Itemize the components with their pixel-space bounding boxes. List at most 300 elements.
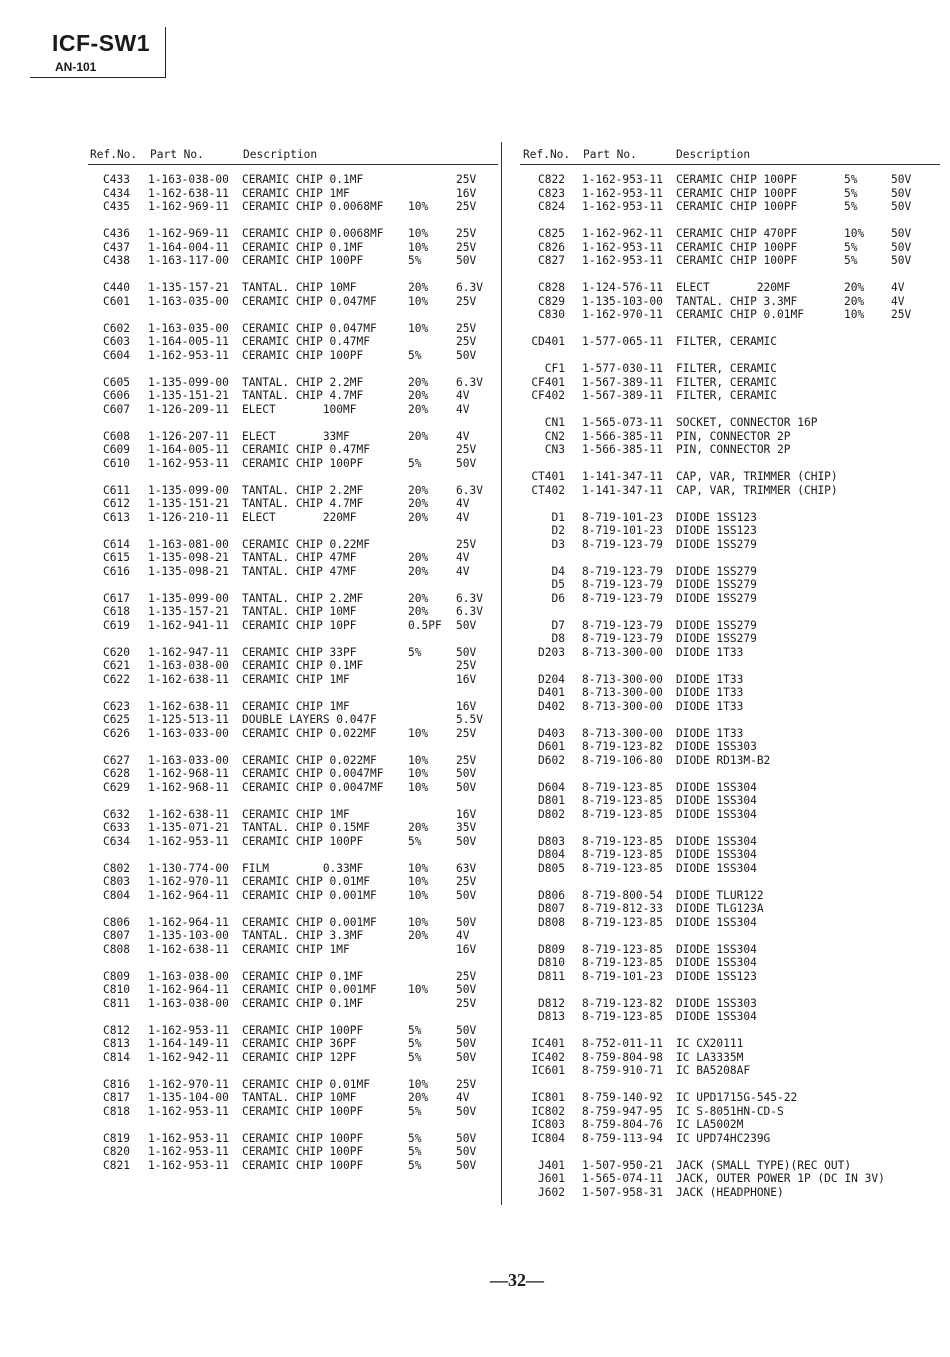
ref-no: D8 bbox=[551, 632, 565, 645]
description: CERAMIC CHIP 33PF bbox=[242, 645, 357, 659]
tolerance: 20% bbox=[408, 821, 429, 834]
description: DIODE RD13M-B2 bbox=[676, 753, 771, 767]
part-no: 1-164-004-11 bbox=[148, 240, 229, 254]
part-no: 1-567-389-11 bbox=[582, 389, 663, 402]
part-no: 1-164-149-11 bbox=[148, 1037, 229, 1050]
ref-no: C804 bbox=[103, 888, 130, 902]
ref-no: D401 bbox=[538, 686, 565, 699]
ref-no: IC801 bbox=[531, 1091, 565, 1104]
part-row bbox=[88, 511, 498, 525]
part-no: 8-719-123-79 bbox=[582, 578, 663, 591]
voltage: 50V bbox=[456, 1104, 477, 1118]
tolerance: 5% bbox=[408, 1104, 422, 1118]
voltage: 25V bbox=[456, 659, 477, 672]
column-divider bbox=[501, 142, 502, 1205]
description: TANTAL. CHIP 2.2MF bbox=[242, 591, 364, 605]
part-no: 1-126-210-11 bbox=[148, 510, 229, 524]
tolerance: 20% bbox=[408, 929, 429, 942]
description: CERAMIC CHIP 100PF bbox=[242, 1145, 364, 1158]
header-underline bbox=[88, 164, 498, 165]
voltage: 63V bbox=[456, 861, 477, 875]
part-no: 8-719-101-23 bbox=[582, 524, 663, 537]
voltage: 25V bbox=[456, 1077, 477, 1091]
part-row bbox=[520, 1118, 940, 1132]
tolerance: 5% bbox=[844, 254, 858, 267]
ref-no: IC401 bbox=[531, 1037, 565, 1050]
part-row bbox=[520, 1091, 940, 1105]
voltage: 4V bbox=[456, 551, 470, 564]
part-no: 1-162-953-11 bbox=[148, 1023, 229, 1037]
part-no: 1-163-035-00 bbox=[148, 294, 229, 308]
voltage: 50V bbox=[456, 645, 477, 659]
tolerance: 10% bbox=[408, 1077, 429, 1091]
part-no: 1-162-964-11 bbox=[148, 983, 229, 996]
description: CERAMIC CHIP 100PF bbox=[242, 1104, 364, 1118]
part-row bbox=[88, 1105, 498, 1119]
description: FILTER, CERAMIC bbox=[676, 375, 778, 389]
ref-no: C810 bbox=[103, 983, 130, 996]
tolerance: 10% bbox=[408, 875, 429, 888]
part-group bbox=[88, 862, 498, 903]
part-row bbox=[88, 619, 498, 633]
ref-no: C434 bbox=[103, 186, 130, 200]
voltage: 25V bbox=[456, 294, 477, 308]
part-row bbox=[520, 524, 940, 538]
part-row bbox=[88, 592, 498, 606]
tolerance: 5% bbox=[408, 834, 422, 848]
part-no: 1-141-347-11 bbox=[582, 483, 663, 497]
voltage: 4V bbox=[456, 1091, 470, 1104]
part-row bbox=[88, 970, 498, 984]
part-row bbox=[520, 848, 940, 862]
part-row bbox=[88, 565, 498, 579]
parts-table-left bbox=[88, 148, 498, 1186]
part-row bbox=[520, 538, 940, 552]
part-row bbox=[88, 1051, 498, 1065]
description: CERAMIC CHIP 0.22MF bbox=[242, 537, 370, 551]
tolerance: 10% bbox=[408, 780, 429, 794]
voltage: 50V bbox=[456, 1037, 477, 1050]
ref-no: C824 bbox=[538, 200, 565, 213]
part-row bbox=[520, 943, 940, 957]
ref-no: C615 bbox=[103, 551, 130, 564]
part-no: 8-719-812-33 bbox=[582, 902, 663, 915]
part-group bbox=[520, 619, 940, 660]
part-group bbox=[88, 808, 498, 849]
part-group bbox=[88, 916, 498, 957]
ref-no: C802 bbox=[103, 861, 130, 875]
part-row bbox=[520, 646, 940, 660]
ref-no: C604 bbox=[103, 348, 130, 362]
part-no: 1-162-964-11 bbox=[148, 888, 229, 902]
ref-no: J401 bbox=[538, 1158, 565, 1172]
tolerance: 20% bbox=[408, 402, 429, 416]
part-no: 1-162-953-11 bbox=[148, 1104, 229, 1118]
part-row bbox=[520, 1064, 940, 1078]
part-row bbox=[88, 389, 498, 403]
part-no: 1-162-970-11 bbox=[582, 308, 663, 321]
ref-no: C809 bbox=[103, 969, 130, 983]
description: DIODE 1T33 bbox=[676, 699, 744, 713]
voltage: 50V bbox=[456, 834, 477, 848]
description: FILTER, CERAMIC bbox=[676, 362, 778, 375]
part-group bbox=[520, 1037, 940, 1078]
description: ELECT 220MF bbox=[676, 281, 791, 294]
ref-no: C816 bbox=[103, 1077, 130, 1091]
ref-no: D204 bbox=[538, 672, 565, 686]
part-row bbox=[88, 227, 498, 241]
part-row bbox=[520, 254, 940, 268]
voltage: 50V bbox=[456, 1158, 477, 1172]
tolerance: 20% bbox=[844, 281, 865, 294]
part-no: 8-713-300-00 bbox=[582, 645, 663, 659]
description: DIODE 1SS304 bbox=[676, 1010, 757, 1023]
part-no: 1-162-638-11 bbox=[148, 942, 229, 956]
part-no: 1-135-099-00 bbox=[148, 375, 229, 389]
voltage: 50V bbox=[891, 173, 912, 186]
part-group bbox=[520, 362, 940, 403]
ref-no: IC601 bbox=[531, 1064, 565, 1077]
part-row bbox=[520, 578, 940, 592]
part-no: 1-162-953-11 bbox=[148, 348, 229, 362]
part-row bbox=[520, 295, 940, 309]
part-row bbox=[88, 403, 498, 417]
part-row bbox=[88, 929, 498, 943]
ref-no: D809 bbox=[538, 942, 565, 956]
ref-no: C613 bbox=[103, 510, 130, 524]
tolerance: 10% bbox=[408, 240, 429, 254]
description: DIODE 1SS123 bbox=[676, 524, 757, 537]
part-group bbox=[520, 173, 940, 214]
part-row bbox=[520, 727, 940, 741]
part-no: 8-719-106-80 bbox=[582, 753, 663, 767]
part-no: 1-135-098-21 bbox=[148, 564, 229, 578]
voltage: 4V bbox=[456, 389, 470, 402]
ref-no: D813 bbox=[538, 1010, 565, 1023]
ref-no: J602 bbox=[538, 1185, 565, 1199]
ref-no: D803 bbox=[538, 834, 565, 848]
part-no: 1-135-099-00 bbox=[148, 483, 229, 497]
description: CERAMIC CHIP 1MF bbox=[242, 699, 350, 713]
voltage: 25V bbox=[456, 200, 477, 213]
description: CERAMIC CHIP 12PF bbox=[242, 1050, 357, 1064]
ref-no: C440 bbox=[103, 281, 130, 294]
part-group bbox=[88, 227, 498, 268]
ref-no: C605 bbox=[103, 375, 130, 389]
part-row bbox=[88, 538, 498, 552]
part-row bbox=[88, 605, 498, 619]
part-row bbox=[88, 646, 498, 660]
voltage: 50V bbox=[456, 348, 477, 362]
voltage: 50V bbox=[456, 780, 477, 794]
voltage: 6.3V bbox=[456, 375, 483, 389]
ref-no: C825 bbox=[538, 227, 565, 240]
tolerance: 20% bbox=[844, 294, 865, 308]
description: TANTAL. CHIP 47MF bbox=[242, 564, 357, 578]
description: DIODE 1SS304 bbox=[676, 848, 757, 861]
part-no: 8-719-123-85 bbox=[582, 861, 663, 875]
part-no: 8-719-123-85 bbox=[582, 780, 663, 794]
part-row bbox=[520, 1105, 940, 1119]
ref-no: C830 bbox=[538, 308, 565, 321]
ref-no: C603 bbox=[103, 335, 130, 348]
tolerance: 10% bbox=[408, 767, 429, 780]
ref-no: D3 bbox=[551, 537, 565, 551]
part-no: 1-130-774-00 bbox=[148, 861, 229, 875]
tolerance: 5% bbox=[408, 254, 422, 267]
description: DIODE TLUR122 bbox=[676, 888, 764, 902]
description: TANTAL. CHIP 3.3MF bbox=[676, 294, 798, 308]
tolerance: 5% bbox=[844, 240, 858, 254]
part-no: 8-719-123-85 bbox=[582, 942, 663, 956]
description: DIODE 1SS123 bbox=[676, 969, 757, 983]
part-row bbox=[88, 254, 498, 268]
description: TANTAL. CHIP 2.2MF bbox=[242, 375, 364, 389]
voltage: 50V bbox=[891, 254, 912, 267]
ref-no: C619 bbox=[103, 618, 130, 632]
tolerance: 5% bbox=[408, 1050, 422, 1064]
part-no: 8-719-123-85 bbox=[582, 794, 663, 807]
part-no: 1-126-209-11 bbox=[148, 402, 229, 416]
voltage: 6.3V bbox=[456, 591, 483, 605]
description: CERAMIC CHIP 0.1MF bbox=[242, 173, 364, 186]
ref-no: C829 bbox=[538, 294, 565, 308]
part-no: 1-164-005-11 bbox=[148, 443, 229, 456]
tolerance: 10% bbox=[408, 321, 429, 335]
part-row bbox=[520, 1132, 940, 1146]
part-group bbox=[88, 538, 498, 579]
tolerance: 5% bbox=[408, 1131, 422, 1145]
ref-no: D7 bbox=[551, 618, 565, 632]
ref-no: C820 bbox=[103, 1145, 130, 1158]
description: DIODE 1SS279 bbox=[676, 591, 757, 605]
part-row bbox=[520, 916, 940, 930]
description: CERAMIC CHIP 470PF bbox=[676, 227, 798, 240]
part-row bbox=[520, 889, 940, 903]
header-underline bbox=[520, 164, 940, 165]
description: DIODE 1SS304 bbox=[676, 807, 757, 821]
ref-no: C607 bbox=[103, 402, 130, 416]
ref-no: C827 bbox=[538, 254, 565, 267]
part-no: 1-162-953-11 bbox=[582, 254, 663, 267]
description: FILTER, CERAMIC bbox=[676, 335, 778, 348]
part-no: 1-163-035-00 bbox=[148, 321, 229, 335]
part-no: 1-163-117-00 bbox=[148, 254, 229, 267]
description: CERAMIC CHIP 100PF bbox=[676, 186, 798, 200]
ref-no: C826 bbox=[538, 240, 565, 254]
part-group bbox=[520, 227, 940, 268]
part-no: 1-163-038-00 bbox=[148, 996, 229, 1010]
part-group bbox=[88, 322, 498, 363]
ref-no: C620 bbox=[103, 645, 130, 659]
ref-no: C625 bbox=[103, 713, 130, 726]
part-no: 1-163-038-00 bbox=[148, 969, 229, 983]
part-row bbox=[520, 565, 940, 579]
description: CERAMIC CHIP 100PF bbox=[242, 834, 364, 848]
description: DIODE 1SS123 bbox=[676, 510, 757, 524]
part-row bbox=[88, 997, 498, 1011]
part-row bbox=[520, 700, 940, 714]
part-row bbox=[520, 632, 940, 646]
part-no: 1-162-941-11 bbox=[148, 618, 229, 632]
part-no: 1-135-151-21 bbox=[148, 497, 229, 510]
ref-no: C823 bbox=[538, 186, 565, 200]
ref-no: CN2 bbox=[544, 429, 565, 443]
part-no: 1-126-207-11 bbox=[148, 429, 229, 443]
column-header bbox=[520, 148, 940, 164]
part-row bbox=[88, 1037, 498, 1051]
ref-no: C623 bbox=[103, 699, 130, 713]
part-no: 1-162-953-11 bbox=[148, 834, 229, 848]
part-no: 8-719-123-79 bbox=[582, 537, 663, 551]
description: DIODE 1T33 bbox=[676, 726, 744, 740]
voltage: 5.5V bbox=[456, 713, 483, 726]
ref-no: J601 bbox=[538, 1172, 565, 1185]
header-rule-vertical bbox=[165, 27, 166, 77]
ref-no: D604 bbox=[538, 780, 565, 794]
ref-no: C612 bbox=[103, 497, 130, 510]
part-row bbox=[88, 430, 498, 444]
voltage: 4V bbox=[891, 281, 905, 294]
part-row bbox=[520, 1010, 940, 1024]
ref-no: CD401 bbox=[531, 335, 565, 348]
part-no: 8-713-300-00 bbox=[582, 672, 663, 686]
tolerance: 5% bbox=[408, 1023, 422, 1037]
ref-no: IC802 bbox=[531, 1104, 565, 1118]
description: CERAMIC CHIP 100PF bbox=[676, 173, 798, 186]
voltage: 50V bbox=[456, 618, 477, 632]
voltage: 50V bbox=[891, 186, 912, 200]
description: TANTAL. CHIP 3.3MF bbox=[242, 929, 364, 942]
ref-no-header: Ref.No. bbox=[523, 148, 571, 161]
part-no: 1-162-942-11 bbox=[148, 1050, 229, 1064]
ref-no: C817 bbox=[103, 1091, 130, 1104]
part-row bbox=[88, 241, 498, 255]
description: IC UPD74HC239G bbox=[676, 1131, 771, 1145]
description: TANTAL. CHIP 0.15MF bbox=[242, 821, 370, 834]
part-row bbox=[88, 1159, 498, 1173]
tolerance: 5% bbox=[408, 348, 422, 362]
tolerance: 20% bbox=[408, 389, 429, 402]
part-row bbox=[88, 835, 498, 849]
part-row bbox=[88, 322, 498, 336]
description: JACK (SMALL TYPE)(REC OUT) bbox=[676, 1158, 852, 1172]
part-group bbox=[88, 700, 498, 741]
ref-no: C602 bbox=[103, 321, 130, 335]
description: CERAMIC CHIP 10PF bbox=[242, 618, 357, 632]
part-row bbox=[520, 592, 940, 606]
part-row bbox=[520, 902, 940, 916]
part-group bbox=[520, 997, 940, 1024]
ref-no: C617 bbox=[103, 591, 130, 605]
description: DIODE 1T33 bbox=[676, 686, 744, 699]
voltage: 50V bbox=[456, 915, 477, 929]
ref-no: CT401 bbox=[531, 470, 565, 483]
tolerance: 10% bbox=[408, 915, 429, 929]
ref-no: C433 bbox=[103, 173, 130, 186]
voltage: 50V bbox=[456, 456, 477, 470]
part-no: 1-162-953-11 bbox=[148, 1145, 229, 1158]
part-no-header: Part No. bbox=[583, 148, 637, 161]
description: TANTAL. CHIP 4.7MF bbox=[242, 497, 364, 510]
voltage: 16V bbox=[456, 672, 477, 686]
description: CERAMIC CHIP 0.01MF bbox=[676, 308, 804, 321]
part-no: 1-566-385-11 bbox=[582, 443, 663, 456]
description: CERAMIC CHIP 100PF bbox=[242, 1158, 364, 1172]
part-group bbox=[520, 565, 940, 606]
tolerance: 5% bbox=[844, 200, 858, 213]
part-row bbox=[88, 173, 498, 187]
voltage: 50V bbox=[891, 240, 912, 254]
description: DIODE 1SS279 bbox=[676, 537, 757, 551]
part-row bbox=[520, 227, 940, 241]
description: DIODE 1SS303 bbox=[676, 996, 757, 1010]
part-no: 1-162-969-11 bbox=[148, 200, 229, 213]
ref-no: C808 bbox=[103, 942, 130, 956]
parts-table-right bbox=[520, 148, 940, 1213]
ref-no: D1 bbox=[551, 510, 565, 524]
part-no: 8-719-123-85 bbox=[582, 1010, 663, 1023]
tolerance: 20% bbox=[408, 605, 429, 618]
description: CAP, VAR, TRIMMER (CHIP) bbox=[676, 483, 838, 497]
description: CERAMIC CHIP 1MF bbox=[242, 807, 350, 821]
description: DIODE 1SS303 bbox=[676, 740, 757, 753]
part-row bbox=[520, 187, 940, 201]
description: CERAMIC CHIP 1MF bbox=[242, 672, 350, 686]
part-no: 1-141-347-11 bbox=[582, 470, 663, 483]
tolerance: 20% bbox=[408, 564, 429, 578]
part-no: 1-567-389-11 bbox=[582, 375, 663, 389]
tolerance: 20% bbox=[408, 551, 429, 564]
description: PIN, CONNECTOR 2P bbox=[676, 429, 791, 443]
voltage: 4V bbox=[456, 929, 470, 942]
part-no: 8-759-804-76 bbox=[582, 1118, 663, 1131]
description: CERAMIC CHIP 0.022MF bbox=[242, 753, 377, 767]
voltage: 50V bbox=[456, 888, 477, 902]
part-no: 1-135-157-21 bbox=[148, 605, 229, 618]
part-group bbox=[520, 943, 940, 984]
part-row bbox=[520, 443, 940, 457]
part-row bbox=[520, 1037, 940, 1051]
description: ELECT 220MF bbox=[242, 510, 357, 524]
voltage: 4V bbox=[456, 497, 470, 510]
ref-no-header: Ref.No. bbox=[90, 148, 138, 161]
ref-no: D403 bbox=[538, 726, 565, 740]
voltage: 50V bbox=[456, 983, 477, 996]
voltage: 25V bbox=[456, 537, 477, 551]
description: CERAMIC CHIP 0.47MF bbox=[242, 335, 370, 348]
part-group bbox=[88, 484, 498, 525]
part-no: 1-163-038-00 bbox=[148, 173, 229, 186]
part-no: 1-163-033-00 bbox=[148, 726, 229, 740]
ref-no: C609 bbox=[103, 443, 130, 456]
part-group bbox=[520, 511, 940, 552]
part-row bbox=[520, 835, 940, 849]
part-row bbox=[88, 781, 498, 795]
ref-no: CF402 bbox=[531, 389, 565, 402]
part-row bbox=[88, 443, 498, 457]
ref-no: C435 bbox=[103, 200, 130, 213]
part-group bbox=[520, 281, 940, 322]
tolerance: 10% bbox=[844, 227, 865, 240]
ref-no: C618 bbox=[103, 605, 130, 618]
description: DIODE 1SS304 bbox=[676, 942, 757, 956]
part-no: 1-162-638-11 bbox=[148, 807, 229, 821]
part-no: 1-162-953-11 bbox=[582, 173, 663, 186]
voltage: 25V bbox=[456, 996, 477, 1010]
part-no: 8-759-910-71 bbox=[582, 1064, 663, 1077]
ref-no: C436 bbox=[103, 227, 130, 240]
